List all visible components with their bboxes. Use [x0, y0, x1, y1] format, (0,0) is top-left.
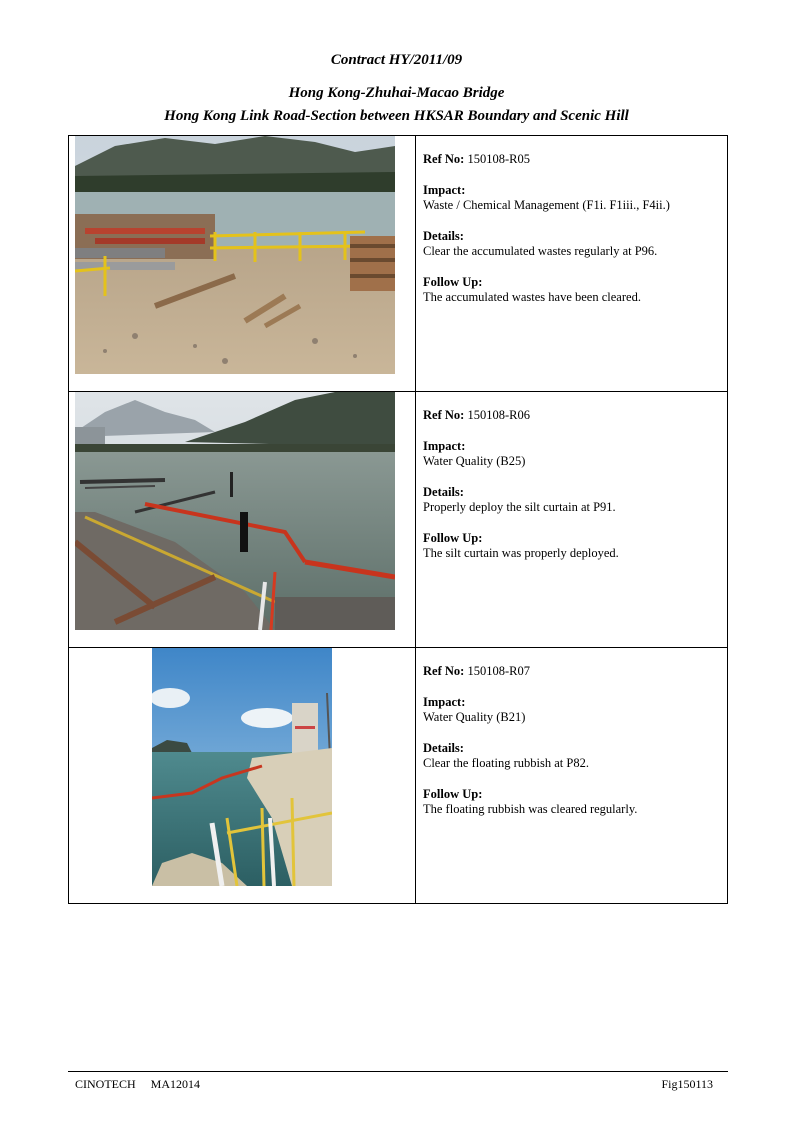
follow-up-value: The accumulated wastes have been cleared.: [423, 290, 641, 304]
photo-cell: [69, 648, 416, 904]
footer-left: [75, 1077, 200, 1092]
photo-cell: [69, 392, 416, 648]
details-label: Details:: [423, 485, 464, 499]
inspection-table: [68, 135, 728, 904]
impact-label: Impact:: [423, 695, 466, 709]
project-title: Hong Kong-Zhuhai-Macao Bridge: [288, 85, 505, 101]
details-value: Clear the floating rubbish at P82.: [423, 756, 589, 770]
impact-value: Water Quality (B25): [423, 454, 526, 468]
ref-label: Ref No:: [423, 408, 465, 422]
record-info: [416, 648, 728, 904]
site-photo-silt-curtain: [75, 392, 395, 630]
details-value: Clear the accumulated wastes regularly at P96.: [423, 244, 658, 258]
follow-up-value: The floating rubbish was cleared regularly.: [423, 802, 638, 816]
table-row: [69, 392, 728, 648]
footer-company: CINOTECH: [75, 1077, 136, 1091]
details-label: Details:: [423, 229, 464, 243]
photo-cell: [69, 136, 416, 392]
details-value: Properly deploy the silt curtain at P91.: [423, 500, 616, 514]
site-photo-waste: [75, 136, 395, 374]
site-photo-floating-rubbish: [152, 648, 332, 886]
follow-up-value: The silt curtain was properly deployed.: [423, 546, 619, 560]
follow-up-label: Follow Up:: [423, 531, 483, 545]
record-info: [416, 136, 728, 392]
section-title: Hong Kong Link Road-Section between HKSAR Boundary and Scenic Hill: [164, 108, 629, 124]
footer-fig: Fig150113: [661, 1077, 713, 1091]
footer-divider: [68, 1071, 728, 1072]
impact-label: Impact:: [423, 183, 466, 197]
follow-up-label: Follow Up:: [423, 787, 483, 801]
footer-doc-no: MA12014: [150, 1077, 201, 1091]
impact-value: Waste / Chemical Management (F1i. F1iii., F4ii.): [423, 198, 670, 212]
ref-value: 150108-R06: [467, 408, 530, 422]
ref-value: 150108-R05: [467, 152, 530, 166]
contract-title: Contract HY/2011/09: [330, 52, 463, 68]
ref-label: Ref No:: [423, 152, 465, 166]
table-row: [69, 648, 728, 904]
impact-value: Water Quality (B21): [423, 710, 526, 724]
details-label: Details:: [423, 741, 464, 755]
ref-label: Ref No:: [423, 664, 465, 678]
impact-label: Impact:: [423, 439, 466, 453]
table-row: [69, 136, 728, 392]
record-info: [416, 392, 728, 648]
ref-value: 150108-R07: [467, 664, 530, 678]
follow-up-label: Follow Up:: [423, 275, 483, 289]
